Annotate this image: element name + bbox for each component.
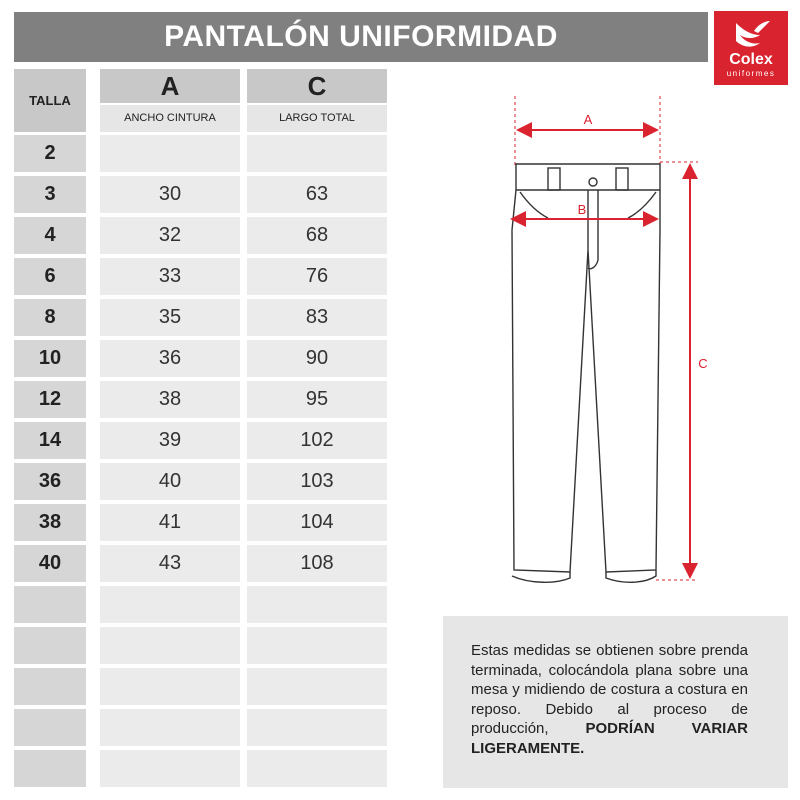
size-cell: [14, 709, 86, 746]
size-cell: [14, 586, 86, 623]
size-column-header: TALLA: [14, 69, 86, 132]
pants-diagram: [490, 90, 720, 590]
waist-width-cell: 30: [100, 176, 240, 213]
size-cell: 12: [14, 381, 86, 418]
waist-width-cell: 38: [100, 381, 240, 418]
size-cell: 14: [14, 422, 86, 459]
column-header-c: [247, 69, 387, 132]
size-cell: 8: [14, 299, 86, 336]
total-length-cell: [247, 750, 387, 787]
label-b: B: [577, 202, 587, 217]
bird-logo-icon: [714, 11, 788, 53]
total-length-cell: [247, 668, 387, 705]
note-text: Estas medidas se obtienen sobre prenda terminada, colocándola plana sobre una mesa y midiendo de costura a costura en reposo. Debido al proceso de producción,: [471, 642, 748, 737]
total-length-cell: 102: [247, 422, 387, 459]
total-length-cell: [247, 135, 387, 172]
waist-width-cell: 33: [100, 258, 240, 295]
waist-width-cell: 40: [100, 463, 240, 500]
waist-width-cell: 39: [100, 422, 240, 459]
waist-width-cell: 36: [100, 340, 240, 377]
size-cell: 38: [14, 504, 86, 541]
waist-width-cell: [100, 627, 240, 664]
column-label-c: LARGO TOTAL: [247, 105, 387, 132]
total-length-cell: 76: [247, 258, 387, 295]
label-c: C: [698, 356, 708, 371]
waist-width-cell: [100, 668, 240, 705]
size-cell: [14, 627, 86, 664]
total-length-cell: 103: [247, 463, 387, 500]
brand-logo: [714, 11, 788, 85]
logo-name: Colex: [729, 51, 773, 68]
logo-subtitle: uniformes: [726, 69, 776, 78]
size-cell: 36: [14, 463, 86, 500]
size-cell: [14, 668, 86, 705]
total-length-cell: [247, 586, 387, 623]
size-cell: 40: [14, 545, 86, 582]
size-cell: 3: [14, 176, 86, 213]
waist-width-cell: [100, 586, 240, 623]
waist-width-cell: 32: [100, 217, 240, 254]
waist-width-cell: 35: [100, 299, 240, 336]
note-emphasis: PODRÍAN VARIAR LIGERAMENTE.: [471, 720, 748, 757]
waist-width-cell: [100, 135, 240, 172]
total-length-cell: 68: [247, 217, 387, 254]
total-length-cell: 83: [247, 299, 387, 336]
size-cell: 6: [14, 258, 86, 295]
waist-width-cell: [100, 750, 240, 787]
total-length-cell: 95: [247, 381, 387, 418]
size-cell: [14, 750, 86, 787]
measurement-note: [443, 616, 788, 788]
waist-width-cell: 41: [100, 504, 240, 541]
column-header-a: [100, 69, 240, 132]
label-a: A: [583, 112, 593, 127]
column-letter-c: C: [247, 69, 387, 103]
size-cell: 2: [14, 135, 86, 172]
waist-width-cell: [100, 709, 240, 746]
total-length-cell: 108: [247, 545, 387, 582]
pants-outline: [512, 164, 660, 582]
total-length-cell: [247, 627, 387, 664]
page-title: PANTALÓN UNIFORMIDAD: [14, 12, 708, 62]
total-length-cell: 90: [247, 340, 387, 377]
waist-width-cell: 43: [100, 545, 240, 582]
total-length-cell: [247, 709, 387, 746]
size-cell: 4: [14, 217, 86, 254]
column-letter-a: A: [100, 69, 240, 103]
total-length-cell: 63: [247, 176, 387, 213]
note-paragraph: [471, 641, 748, 758]
total-length-cell: 104: [247, 504, 387, 541]
size-cell: 10: [14, 340, 86, 377]
column-label-a: ANCHO CINTURA: [100, 105, 240, 132]
